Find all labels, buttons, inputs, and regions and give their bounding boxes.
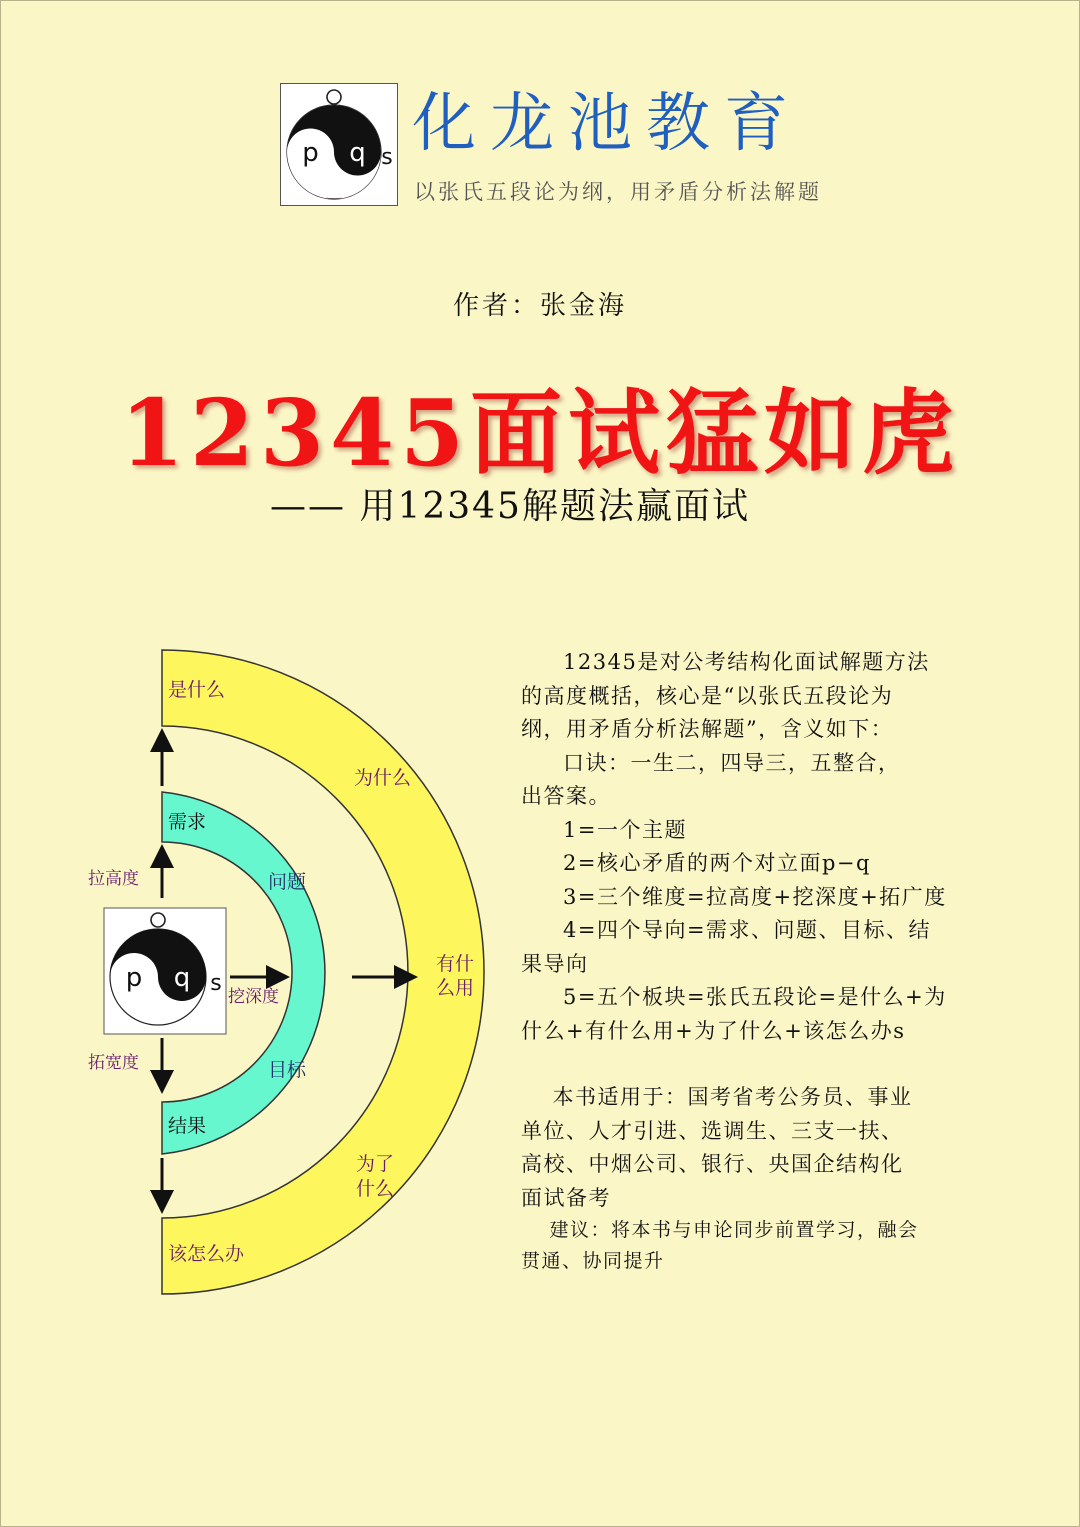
intro-line-1: 12345是对公考结构化面试解题方法: [563, 650, 930, 674]
logo-letter-p: p: [302, 138, 319, 168]
brand-slogan: 以张氏五段论为纲，用矛盾分析法解题: [414, 180, 822, 204]
label-result: 结果: [168, 1115, 207, 1137]
item-4-line-2: 果导向: [521, 951, 589, 976]
subtitle: —— 用12345解题法赢面试: [270, 486, 750, 527]
center-logo-letter-p: p: [125, 963, 143, 993]
main-title: 12345面试猛如虎: [119, 379, 961, 487]
yin-yang-icon: [281, 84, 397, 205]
item-4-line-1: 4=四个导向=需求、问题、目标、结: [563, 918, 932, 942]
label-use-line1: 有什: [436, 953, 475, 975]
label-expand-width: 拓宽度: [88, 1053, 139, 1073]
advice-line-2: 贯通、协同提升: [521, 1250, 665, 1272]
logo-letter-q: q: [349, 138, 366, 168]
item-5-line-1: 5=五个板块=张氏五段论=是什么+为: [563, 985, 947, 1009]
five-segment-diagram: [70, 640, 510, 1310]
scope-line-3: 高校、中烟公司、银行、央国企结构化: [521, 1152, 904, 1176]
label-goal: 目标: [268, 1059, 307, 1081]
scope-line-1: 本书适用于：国考省考公务员、事业: [552, 1085, 913, 1109]
label-why: 为什么: [354, 767, 412, 789]
formula-line-1: 口诀：一生二，四导三，五整合，: [563, 750, 901, 775]
label-problem: 问题: [268, 871, 307, 893]
paragraph-gap: [521, 1048, 1001, 1081]
center-logo-letter-q: q: [173, 963, 191, 993]
label-dig-depth: 挖深度: [228, 987, 279, 1007]
scope-line-2: 单位、人才引进、选调生、三支一扶、: [521, 1118, 904, 1143]
scope-line-4: 面试备考: [521, 1185, 611, 1210]
item-1: 1=一个主题: [563, 817, 687, 842]
label-how: 该怎么办: [168, 1243, 245, 1265]
label-purpose-line2: 什么: [356, 1178, 395, 1200]
item-2: 2=核心矛盾的两个对立面p−q: [563, 851, 871, 875]
formula-line-2: 出答案。: [521, 784, 611, 808]
intro-line-3: 纲，用矛盾分析法解题”，含义如下：: [521, 717, 894, 741]
label-use-line2: 么用: [436, 977, 475, 999]
author-line: 作者：张金海: [452, 291, 627, 321]
logo-letter-s: s: [381, 145, 393, 170]
item-3: 3=三个维度=拉高度+挖深度+拓广度: [563, 884, 947, 909]
advice-line-1: 建议：将本书与申论同步前置学习，融会: [549, 1219, 919, 1241]
brand-logo: [280, 83, 398, 206]
label-what: 是什么: [168, 679, 226, 701]
label-raise-height: 拉高度: [88, 869, 139, 889]
description-block: [521, 646, 1001, 1277]
center-logo-letter-s: s: [210, 971, 222, 996]
intro-line-2: 的高度概括，核心是“以张氏五段论为: [521, 683, 894, 708]
item-5-line-2: 什么+有什么用+为了什么+该怎么办s: [521, 1018, 906, 1043]
label-purpose-line1: 为了: [356, 1153, 395, 1175]
label-demand: 需求: [168, 811, 207, 833]
brand-name: 化龙池教育: [412, 87, 802, 161]
center-logo: [104, 908, 226, 1034]
